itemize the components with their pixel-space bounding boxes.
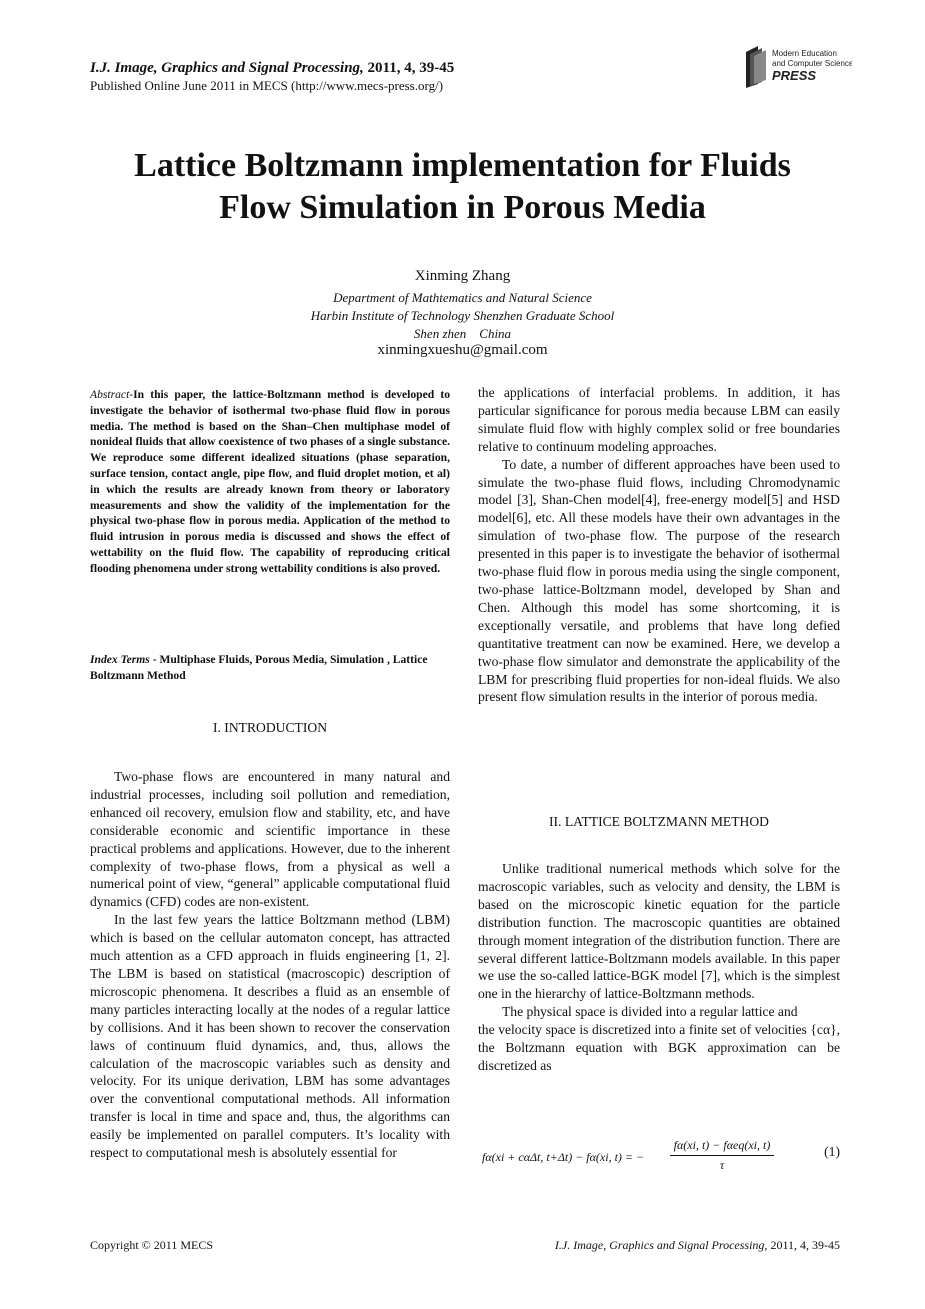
logo-line-3: PRESS — [772, 68, 817, 83]
author-department: Department of Mathtematics and Natural Science — [333, 290, 592, 305]
logo-line-1: Modern Education — [772, 49, 837, 58]
lbm-body — [478, 860, 840, 1075]
index-terms — [90, 652, 450, 684]
author-email: xinmingxueshu@gmail.com — [377, 342, 548, 358]
paragraph: Unlike traditional numerical methods which solve for the macroscopic variables, such as velocity and density, the LBM is based on the microscopic kinetic equation for the particle distribution function. The macroscopic quantities are obtained through moment integration of the distribution function. There are several different lattice-Boltzmann models available. In this paper we use the so-called lattice-BGK model [7], which is the simplest one in the hierarchy of lattice-Boltzmann methods. — [478, 861, 840, 1002]
paragraph: the applications of interfacial problems. In addition, it has particular significance for porous media because LBM can easily simulate fluid flow with highly complex solid or free boundaries relative to continuum modeling approaches. — [478, 385, 840, 454]
equation-lhs: fα(xi + cαΔt, t+Δt) − fα(xi, t) = − — [482, 1150, 645, 1164]
equation-numerator: fα(xi, t) − fαeq(xi, t) — [673, 1138, 771, 1152]
journal-issue: 2011, 4, 39-45 — [363, 60, 455, 76]
abstract-text: In this paper, the lattice-Boltzmann method is developed to investigate the behavior of isothermal two-phase fluid flow in porous media. The method is based on the Shan–Chen multiphase model of nonideal fluids that allow coexistence of two phases of a single substance. We reproduce some different idealized situations (phase separation, surface tension, contact angle, pipe flow, and fluid droplet motion, et al) in which the results are already known from theory or laboratory measurements and show the validity of the implementation for the physical two-phase flow in porous media. Application of the method to fluid intrusion in porous media is discussed and shows the effect of wettability on the fluid flow. The capability of reproducing critical flooding phenomena under strong wettability conditions is also proved. — [90, 388, 450, 575]
abstract — [90, 387, 450, 577]
mecs-press-logo — [742, 40, 852, 90]
paragraph: In the last few years the lattice Boltzmann method (LBM) which is based on the cellular automaton concept, has attracted much attention as a CFD approach in fluids engineering [1, 2]. The LBM is based on statistical (macroscopic) description of microscopic phenomena. It describes a fluid as an ensemble of many particles interacting locally at the nodes of a regular lattice by collisions. And it has been shown to recover the conservation laws of continuum fluid dynamics, and, thus, allows the calculation of the macroscopic variables such as density and velocity. For its unique derivation, LBM has some advantages over the conventional computational methods. All information transfer is local in time and space and, thus, the algorithms can easily be implemented on parallel computers. It’s locality with respect to computational mesh is absolutely essential for — [90, 912, 450, 1161]
paragraph: Two-phase flows are encountered in many natural and industrial processes, including soil pollution and remediation, enhanced oil recovery, emulsion flow and stability, etc, and have considerable economic and scientific importance in these practical problems and applications. However, due to the inherent complexity of two-phase flows, from a physical as well a numerical point of view, “general” applicable computational fluid dynamics (CFD) codes are non-existent. — [90, 769, 450, 910]
footer-journal-name: I.J. Image, Graphics and Signal Processing, — [554, 1238, 768, 1252]
section-heading-introduction: I. INTRODUCTION — [212, 720, 328, 735]
journal-name: I.J. Image, Graphics and Signal Processing, — [90, 60, 364, 76]
journal-header — [90, 60, 454, 77]
published-line: Published Online June 2011 in MECS (http://www.mecs-press.org/) — [90, 78, 444, 93]
logo-line-2: and Computer Science — [772, 59, 852, 68]
title-line-2: Flow Simulation in Porous Media — [219, 189, 706, 226]
index-terms-text: - Multiphase Fluids, Porous Media, Simulation , Lattice Boltzmann Method — [90, 653, 428, 682]
author-city: Shen zhen China — [413, 326, 512, 341]
author-name: Xinming Zhang — [414, 268, 511, 284]
paragraph: The physical space is divided into a regular lattice and — [502, 1004, 798, 1020]
paragraph: the velocity space is discretized into a finite set of velocities {cα}, the Boltzmann equation with BGK approximation can be discretized as — [478, 1022, 840, 1073]
author-institution: Harbin Institute of Technology Shenzhen Graduate School — [310, 308, 615, 323]
equation-1 — [478, 1138, 840, 1176]
footer-copyright: Copyright © 2011 MECS — [90, 1238, 214, 1252]
introduction-body — [90, 768, 450, 1162]
fraction-bar — [670, 1155, 774, 1156]
abstract-label: Abstract- — [90, 388, 134, 401]
equation-denominator: τ — [719, 1158, 725, 1172]
paper-title — [60, 145, 865, 229]
index-terms-label: Index Terms — [90, 653, 150, 666]
footer-journal — [490, 1238, 840, 1253]
footer-journal-issue: 2011, 4, 39-45 — [767, 1238, 840, 1252]
paragraph: To date, a number of different approaches have been used to simulate the two-phase fluid flows, including Chromodynamic model [3], Shan-Chen model[4], free-energy model[5] and HSD model[6], etc. All these models have their own advantages in the simulation of two-phase flow. The purpose of the research presented in this paper is to investigate the behavior of isothermal two-phase fluid flow in porous media using the single component, two-phase lattice-Boltzmann model, developed by Shan and Chen. Although this model has some shortcoming, it is exceptionally versatile, and problems that have long defied quantitative treatment can now be examined. Here, we develop a two-phase flow simulator and demonstrate the applicability of the LBM for prescribing fluid properties for non-ideal fluids. We also present flow simulation results in the interior of porous media. — [478, 456, 840, 705]
section-heading-lbm: II. LATTICE BOLTZMANN METHOD — [549, 814, 769, 829]
book-logo-icon — [742, 40, 852, 90]
equation-number: (1) — [824, 1144, 840, 1159]
title-line-1: Lattice Boltzmann implementation for Fluids — [134, 147, 791, 184]
right-column-body — [478, 384, 840, 706]
